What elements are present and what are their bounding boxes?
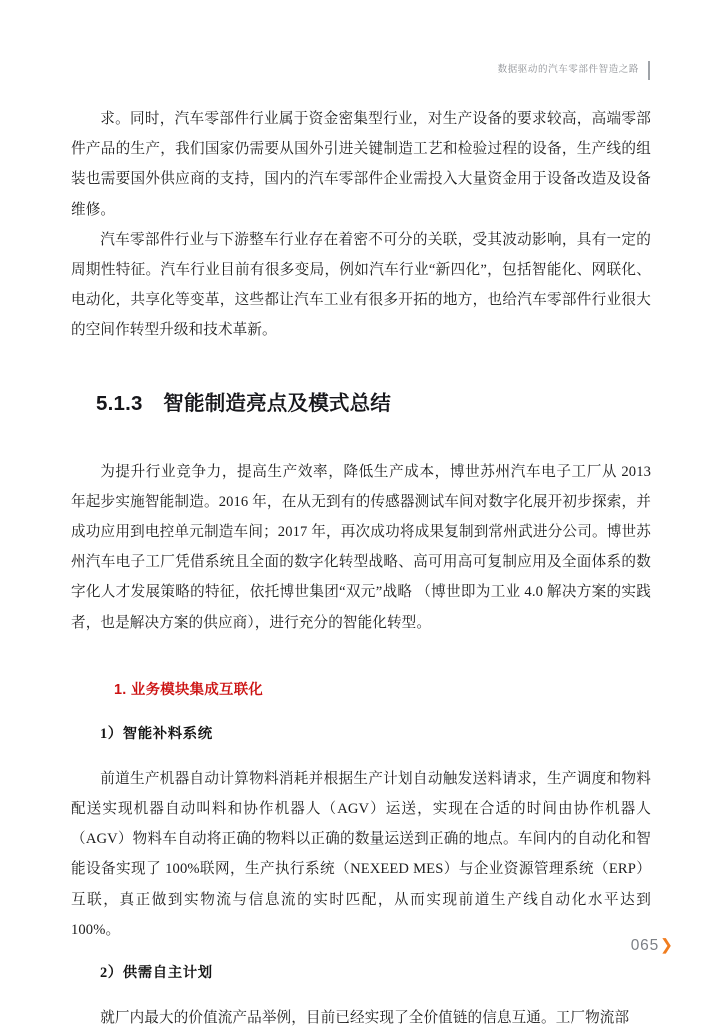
body-paragraph-5: 就厂内最大的价值流产品举例，目前已经实现了全价值链的信息互通。工厂物流部 [100,1010,630,1027]
running-header [498,60,650,80]
spacer-after-red-heading [71,702,651,722]
section-heading-5-1-3: 5.1.3 智能制造亮点及模式总结 [96,391,391,415]
spacer-before-red-heading [71,638,651,678]
subsection-heading-business-module-integration: 1. 业务模块集成互联化 [114,681,264,698]
body-paragraph-1: 求。同时，汽车零部件行业属于资金密集型行业，对生产设备的要求较高，高端零部件产品的生产，我们国家仍需要从国外引进关键制造工艺和检验过程的设备，生产线的组装也需要国外供应商的支持，国内的汽车零部件企业需投入大量资金用于设备改造及设备维修。 [71,111,651,218]
spacer-before-item-heading-2 [71,945,651,961]
spacer-after-section-heading [71,419,651,457]
page-number: 065 [630,936,659,954]
body-paragraph-4: 前道生产机器自动计算物料消耗并根据生产计划自动触发送料请求，生产调度和物料配送实现机器自动叫料和协作机器人（AGV）运送，实现在合适的时间由协作机器人（AGV）物料车自动将正确的物料以正确的数量运送到正确的地点。车间内的自动化和智能设备实现了 100%联网，生产执行系统（NEXEED MES）与企业资源管理系统（ERP）互联，真正做到实物流与信息流的实时匹配，从而实现前道生产线自动化水平达到 100%。 [71,770,651,938]
spacer-before-section-heading [71,346,651,389]
body-paragraph-3: 为提升行业竞争力，提高生产效率，降低生产成本，博世苏州汽车电子工厂从 2013 年起步实施智能制造。2016 年，在从无到有的传感器测试车间对数字化展开初步探索，并成功应用到电控单元制造车间；2017 年，再次成功将成果复制到常州武进分公司。博世苏州汽车电子工厂凭借系统且全面的数字化转型战略、高可用高可复制应用及全面体系的数字化人才发展策略的特征，依托博世集团“双元”战略 （博世即为工业 4.0 解决方案的实践者，也是解决方案的供应商），进行充分的智能化转型。 [71,463,651,631]
page-content-column [71,104,651,1033]
item-heading-autonomous-supply-demand-planning: 2）供需自主计划 [100,965,213,982]
body-paragraph-2: 汽车零部件行业与下游整车行业存在着密不可分的关联，受其波动影响，具有一定的周期性特征。汽车行业目前有很多变局，例如汽车行业“新四化”，包括智能化、网联化、电动化，共享化等变革，这些都让汽车工业有很多开拓的地方，也给汽车零部件行业很大的空间作转型升级和技术革新。 [71,231,651,339]
spacer-after-item-heading-2 [71,985,651,1003]
item-heading-smart-replenishment-system: 1）智能补料系统 [100,725,213,742]
folio [631,938,673,954]
running-header-divider [648,61,650,80]
chevron-right-icon: ❯ [660,936,673,954]
spacer-after-item-heading-1 [71,746,651,764]
running-header-title: 数据驱动的汽车零部件智造之路 [497,64,639,76]
